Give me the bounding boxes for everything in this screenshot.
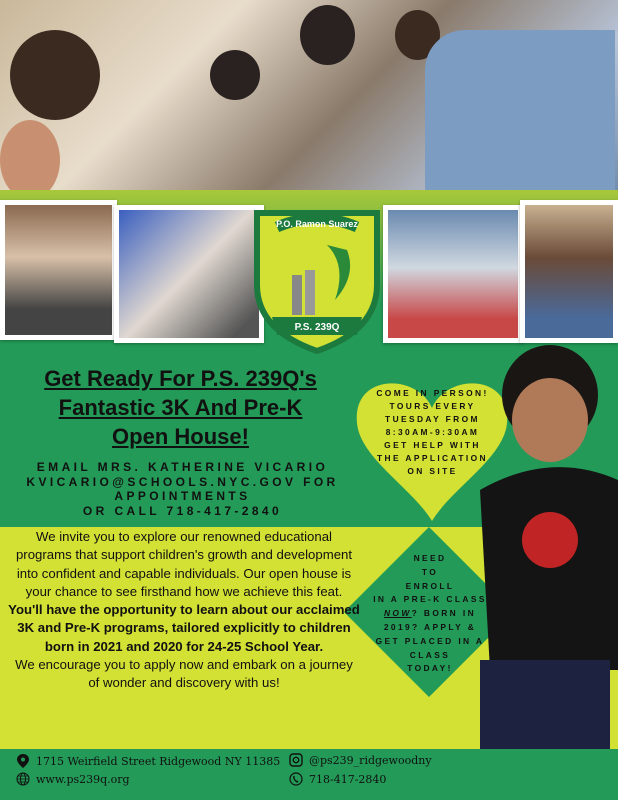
- logo-top-text: P.O. Ramon Suarez: [276, 219, 358, 229]
- contact-info: [10, 460, 355, 518]
- headline-line: Open House!: [112, 424, 249, 449]
- enroll-text: ? BORN IN: [411, 608, 477, 619]
- kids-photo-2: [520, 200, 618, 343]
- footer: [0, 749, 618, 800]
- headline-line: Fantastic 3K And Pre-K: [58, 395, 303, 420]
- tour-line: TUESDAY FROM: [385, 414, 480, 424]
- tour-line: TOURS EVERY: [389, 401, 476, 411]
- enroll-line: GET PLACED IN A: [375, 635, 485, 646]
- headline: [8, 364, 353, 451]
- now-emphasis: NOW: [383, 608, 412, 619]
- enroll-line: TO: [421, 566, 439, 577]
- enroll-line: 2019? APPLY &: [383, 621, 477, 632]
- tour-line: GET HELP WITH: [384, 440, 481, 450]
- tour-line: 8:30AM-9:30AM: [385, 427, 480, 437]
- address-text: 1715 Weirfield Street Ridgewood NY 11385: [36, 754, 281, 768]
- logo-bottom-text: P.S. 239Q: [294, 322, 340, 333]
- enroll-line: ENROLL: [405, 580, 455, 591]
- phone-number[interactable]: 718-417-2840: [309, 772, 387, 786]
- kids-photo-1: [0, 200, 117, 340]
- phone-item[interactable]: [289, 772, 386, 786]
- teacher-photo: [114, 205, 264, 343]
- phone-icon: [289, 772, 303, 786]
- address-item: [16, 754, 280, 768]
- enroll-line: CLASS: [409, 649, 451, 660]
- globe-icon: [16, 772, 30, 786]
- school-logo: [247, 205, 387, 355]
- contact-line: OR CALL 718-417-2840: [82, 503, 283, 518]
- boy-photo: [470, 340, 618, 800]
- location-pin-icon: [16, 754, 30, 768]
- intro-text: We invite you to explore our renowned educational programs that support children's growth and development into confident and capable individuals. Our open house is your chance to see firsthand how we achieve this feat.: [15, 529, 353, 599]
- contact-line: APPOINTMENTS: [114, 489, 251, 503]
- classroom-screen-photo: [383, 205, 523, 343]
- classroom-photo: [0, 0, 618, 205]
- enroll-line: IN A PRE-K CLASS: [373, 594, 487, 605]
- headline-line: Get Ready For P.S. 239Q's: [44, 366, 317, 391]
- enroll-line: NEED: [413, 553, 447, 563]
- instagram-icon: [289, 753, 303, 767]
- enroll-line: TODAY!: [407, 663, 453, 674]
- contact-line: KVICARIO@SCHOOLS.NYC.GOV FOR: [26, 474, 339, 489]
- instagram-item[interactable]: [289, 753, 432, 767]
- tour-line: COME IN PERSON!: [376, 388, 489, 398]
- highlight-text: You'll have the opportunity to learn about our acclaimed 3K and Pre-K programs, tailored explicitly to children born in 2021 and 2020 for 24-25 School Year.: [8, 602, 360, 654]
- tour-line: ON SITE: [407, 466, 458, 476]
- website-link[interactable]: www.ps239q.org: [36, 772, 130, 786]
- tour-line: THE APPLICATION: [377, 453, 488, 463]
- description: [8, 528, 360, 693]
- website-item[interactable]: [16, 772, 130, 786]
- closing-text: We encourage you to apply now and embark on a journey of wonder and discovery with us!: [15, 657, 353, 691]
- contact-line: EMAIL MRS. KATHERINE VICARIO: [36, 460, 329, 474]
- instagram-handle[interactable]: @ps239_ridgewoodny: [309, 753, 432, 767]
